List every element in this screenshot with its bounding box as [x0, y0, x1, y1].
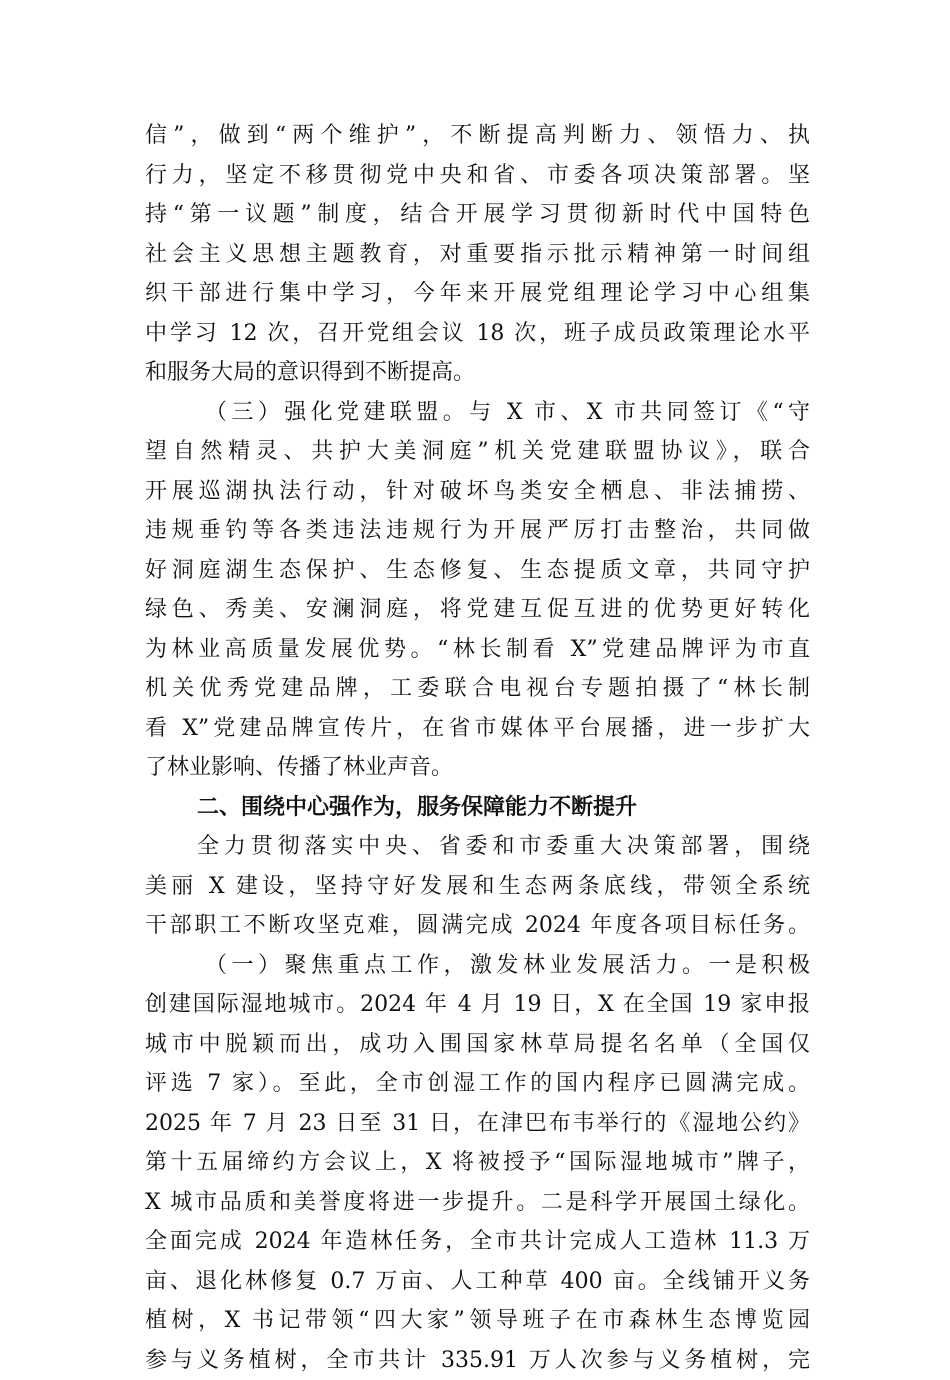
section-heading: 二、围绕中心强作为，服务保障能力不断提升 [145, 788, 810, 828]
paragraph-line: 美丽 X 建设，坚持守好发展和生态两条底线，带领全系统 [145, 867, 810, 907]
paragraph-line: 和服务大局的意识得到不断提高。 [145, 353, 810, 393]
paragraph-line: （三）强化党建联盟。与 X 市、X 市共同签订《“守 [145, 393, 810, 433]
paragraph-line: 织干部进行集中学习，今年来开展党组理论学习中心组集 [145, 274, 810, 314]
paragraph-line: 第十五届缔约方会议上，X 将被授予“国际湿地城市”牌子， [145, 1143, 810, 1183]
paragraph-line: 中学习 12 次，召开党组会议 18 次，班子成员政策理论水平 [145, 314, 810, 354]
paragraph-line: 看 X”党建品牌宣传片，在省市媒体平台展播，进一步扩大 [145, 709, 810, 749]
paragraph-line: 望自然精灵、共护大美洞庭”机关党建联盟协议》，联合 [145, 432, 810, 472]
paragraph-line: 信”，做到“两个维护”，不断提高判断力、领悟力、执 [145, 116, 810, 156]
paragraph-line: 行力，坚定不移贯彻党中央和省、市委各项决策部署。坚 [145, 156, 810, 196]
paragraph-line: 评选 7 家）。至此，全市创湿工作的国内程序已圆满完成。 [145, 1064, 810, 1104]
paragraph-line: X 城市品质和美誉度将进一步提升。二是科学开展国土绿化。 [145, 1183, 810, 1223]
paragraph-line: 全面完成 2024 年造林任务，全市共计完成人工造林 11.3 万 [145, 1222, 810, 1262]
paragraph-line: 社会主义思想主题教育，对重要指示批示精神第一时间组 [145, 235, 810, 275]
paragraph-line: 植树，X 书记带领“四大家”领导班子在市森林生态博览园 [145, 1301, 810, 1341]
paragraph-line: 创建国际湿地城市。2024 年 4 月 19 日，X 在全国 19 家申报 [145, 985, 810, 1025]
paragraph-line: 参与义务植树，全市共计 335.91 万人次参与义务植树，完 [145, 1341, 810, 1380]
paragraph-line: 好洞庭湖生态保护、生态修复、生态提质文章，共同守护 [145, 551, 810, 591]
paragraph-line: 绿色、秀美、安澜洞庭，将党建互促互进的优势更好转化 [145, 590, 810, 630]
paragraph-line: （一）聚焦重点工作，激发林业发展活力。一是积极 [145, 946, 810, 986]
paragraph-line: 2025 年 7 月 23 日至 31 日，在津巴布韦举行的《湿地公约》 [145, 1104, 810, 1144]
paragraph-line: 全力贯彻落实中央、省委和市委重大决策部署，围绕 [145, 827, 810, 867]
paragraph-line: 城市中脱颖而出，成功入围国家林草局提名名单（全国仅 [145, 1025, 810, 1065]
paragraph-line: 亩、退化林修复 0.7 万亩、人工种草 400 亩。全线铺开义务 [145, 1262, 810, 1302]
document-body [145, 116, 810, 1380]
paragraph-line: 了林业影响、传播了林业声音。 [145, 748, 810, 788]
paragraph-line: 干部职工不断攻坚克难，圆满完成 2024 年度各项目标任务。 [145, 906, 810, 946]
paragraph-line: 为林业高质量发展优势。“林长制看 X”党建品牌评为市直 [145, 630, 810, 670]
paragraph-line: 机关优秀党建品牌，工委联合电视台专题拍摄了“林长制 [145, 669, 810, 709]
paragraph-line: 持“第一议题”制度，结合开展学习贯彻新时代中国特色 [145, 195, 810, 235]
paragraph-line: 开展巡湖执法行动，针对破坏鸟类安全栖息、非法捕捞、 [145, 472, 810, 512]
paragraph-line: 违规垂钓等各类违法违规行为开展严厉打击整治，共同做 [145, 511, 810, 551]
